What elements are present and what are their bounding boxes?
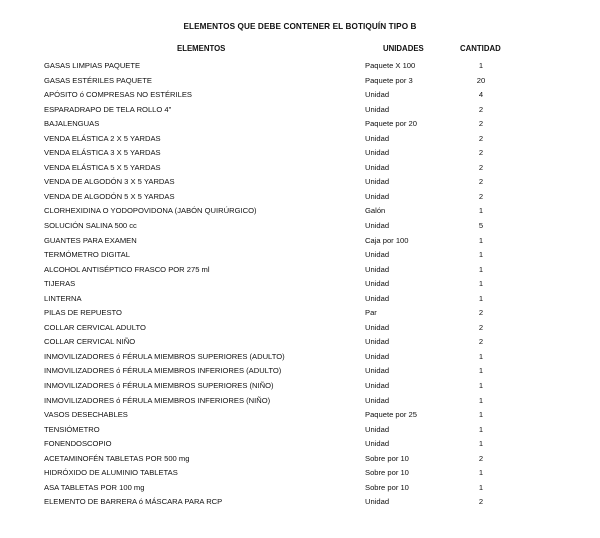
cell-unidad: Unidad [365,366,390,376]
cell-unidad: Unidad [365,497,390,507]
table-row [0,350,600,365]
cell-cantidad: 1 [478,424,484,434]
table-row [0,277,600,292]
cell-elemento: FONENDOSCOPIO [44,439,112,449]
cell-elemento: INMOVILIZADORES ó FÉRULA MIEMBROS INFERIORES (ADULTO) [44,366,282,376]
cell-elemento: INMOVILIZADORES ó FÉRULA MIEMBROS SUPERIORES (NIÑO) [44,381,274,391]
table-row [0,335,600,350]
cell-elemento: VENDA DE ALGODÓN 3 X 5 YARDAS [44,177,175,187]
cell-unidad: Unidad [365,133,390,143]
cell-cantidad: 2 [478,133,484,143]
table-row [0,219,600,234]
cell-cantidad: 1 [478,279,484,289]
cell-cantidad: 1 [478,250,484,260]
cell-cantidad: 2 [478,191,484,201]
cell-unidad: Unidad [365,395,390,405]
cell-cantidad: 1 [478,264,484,274]
table-row [0,321,600,336]
cell-unidad: Unidad [365,148,390,158]
table-header [0,44,600,58]
cell-unidad: Sobre por 10 [365,468,409,478]
cell-cantidad: 2 [478,177,484,187]
header-unidades: UNIDADES [383,44,424,53]
cell-cantidad: 2 [478,453,484,463]
cell-elemento: VENDA DE ALGODÓN 5 X 5 YARDAS [44,191,175,201]
cell-cantidad: 2 [478,162,484,172]
cell-unidad: Paquete por 3 [365,75,413,85]
cell-elemento: INMOVILIZADORES ó FÉRULA MIEMBROS INFERIORES (NIÑO) [44,395,271,405]
table-row [0,452,600,467]
table-row [0,495,600,510]
cell-cantidad: 1 [478,366,484,376]
cell-unidad: Sobre por 10 [365,482,409,492]
table-row [0,423,600,438]
cell-unidad: Unidad [365,177,390,187]
cell-elemento: ASA TABLETAS POR 100 mg [44,482,145,492]
table-row [0,161,600,176]
table-row [0,292,600,307]
cell-cantidad: 2 [478,322,484,332]
cell-unidad: Unidad [365,279,390,289]
table-row [0,306,600,321]
table-row [0,379,600,394]
cell-unidad: Sobre por 10 [365,453,409,463]
cell-elemento: VENDA ELÁSTICA 3 X 5 YARDAS [44,148,161,158]
cell-elemento: CLORHEXIDINA O YODOPOVIDONA (JABÓN QUIRÚRGICO) [44,206,257,216]
cell-unidad: Unidad [365,351,390,361]
cell-cantidad: 1 [478,468,484,478]
cell-elemento: TIJERAS [44,279,76,289]
document-title: ELEMENTOS QUE DEBE CONTENER EL BOTIQUÍN TIPO B [183,22,417,31]
cell-unidad: Unidad [365,293,390,303]
cell-elemento: APÓSITO ó COMPRESAS NO ESTÉRILES [44,90,192,100]
cell-unidad: Unidad [365,264,390,274]
cell-elemento: TENSIÓMETRO [44,424,100,434]
cell-unidad: Unidad [365,322,390,332]
table-row [0,394,600,409]
cell-elemento: VENDA ELÁSTICA 2 X 5 YARDAS [44,133,161,143]
table-row [0,146,600,161]
table-row [0,437,600,452]
cell-elemento: VASOS DESECHABLES [44,410,128,420]
cell-cantidad: 2 [478,497,484,507]
table-row [0,408,600,423]
cell-elemento: BAJALENGUAS [44,119,100,129]
cell-elemento: GASAS ESTÉRILES PAQUETE [44,75,152,85]
cell-cantidad: 5 [478,221,484,231]
cell-cantidad: 1 [478,293,484,303]
cell-cantidad: 1 [478,410,484,420]
cell-unidad: Paquete por 25 [365,410,417,420]
cell-cantidad: 1 [478,482,484,492]
cell-cantidad: 1 [478,206,484,216]
cell-unidad: Unidad [365,250,390,260]
cell-elemento: GUANTES PARA EXAMEN [44,235,137,245]
table-row [0,88,600,103]
cell-cantidad: 20 [476,75,486,85]
cell-cantidad: 1 [478,61,484,70]
table-row [0,234,600,249]
cell-unidad: Galón [365,206,386,216]
table-row [0,74,600,89]
cell-cantidad: 1 [478,235,484,245]
table-row [0,132,600,147]
cell-elemento: ESPARADRAPO DE TELA ROLLO 4" [44,104,172,114]
cell-elemento: INMOVILIZADORES ó FÉRULA MIEMBROS SUPERIORES (ADULTO) [44,351,285,361]
cell-cantidad: 1 [478,395,484,405]
cell-elemento: ALCOHOL ANTISÉPTICO FRASCO POR 275 ml [44,264,210,274]
cell-elemento: COLLAR CERVICAL ADULTO [44,322,146,332]
table-body [0,59,600,510]
cell-elemento: HIDRÓXIDO DE ALUMINIO TABLETAS [44,468,178,478]
cell-unidad: Unidad [365,90,390,100]
cell-unidad: Unidad [365,191,390,201]
cell-elemento: ELEMENTO DE BARRERA ó MÁSCARA PARA RCP [44,497,223,507]
table-row [0,175,600,190]
cell-unidad: Unidad [365,424,390,434]
header-elementos: ELEMENTOS [177,44,226,53]
header-cantidad: CANTIDAD [460,44,501,53]
table-row [0,466,600,481]
table-row [0,204,600,219]
cell-unidad: Unidad [365,221,390,231]
cell-cantidad: 1 [478,351,484,361]
cell-cantidad: 2 [478,119,484,129]
table-row [0,59,600,74]
table-row [0,481,600,496]
cell-cantidad: 2 [478,148,484,158]
cell-cantidad: 1 [478,381,484,391]
cell-elemento: GASAS LIMPIAS PAQUETE [44,61,141,70]
table-row [0,364,600,379]
cell-unidad: Paquete X 100 [365,61,416,70]
cell-elemento: SOLUCIÓN SALINA 500 cc [44,221,137,231]
cell-elemento: PILAS DE REPUESTO [44,308,122,318]
cell-unidad: Unidad [365,337,390,347]
cell-elemento: ACETAMINOFÉN TABLETAS POR 500 mg [44,453,190,463]
cell-cantidad: 1 [478,439,484,449]
table-row [0,263,600,278]
table-row [0,190,600,205]
cell-unidad: Par [365,308,377,318]
cell-cantidad: 4 [478,90,484,100]
cell-unidad: Caja por 100 [365,235,409,245]
cell-unidad: Unidad [365,104,390,114]
table-row [0,103,600,118]
table-row [0,248,600,263]
cell-unidad: Paquete por 20 [365,119,417,129]
cell-cantidad: 2 [478,308,484,318]
cell-elemento: TERMÓMETRO DIGITAL [44,250,130,260]
cell-unidad: Unidad [365,162,390,172]
table-row [0,117,600,132]
cell-elemento: LINTERNA [44,293,82,303]
cell-cantidad: 2 [478,337,484,347]
cell-unidad: Unidad [365,381,390,391]
cell-unidad: Unidad [365,439,390,449]
cell-cantidad: 2 [478,104,484,114]
cell-elemento: VENDA ELÁSTICA 5 X 5 YARDAS [44,162,161,172]
cell-elemento: COLLAR CERVICAL NIÑO [44,337,136,347]
